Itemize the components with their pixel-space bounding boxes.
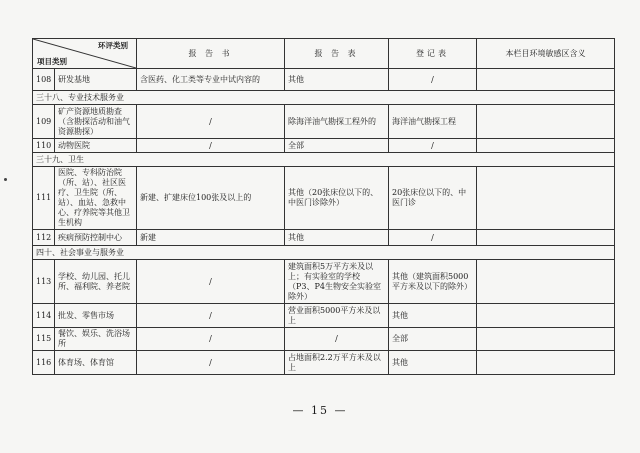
- header-corner-bottom: 项目类别: [37, 56, 67, 66]
- table-row: [33, 328, 615, 351]
- table-body: [33, 69, 615, 375]
- section-row: [33, 153, 615, 167]
- item-number: 108: [33, 69, 55, 91]
- item-number: 112: [33, 230, 55, 246]
- section-title: 三十八、专业技术服务业: [33, 91, 615, 105]
- table-row: [33, 139, 615, 153]
- report-table-cell: 其他: [285, 69, 389, 91]
- page-number: — 15 —: [292, 404, 348, 417]
- scan-speck: [4, 178, 7, 181]
- register-cell: /: [389, 69, 477, 91]
- report-book-cell: /: [137, 304, 285, 328]
- report-book-cell: /: [137, 351, 285, 375]
- header-corner-top: 环评类别: [98, 41, 128, 50]
- header-report-book: 报 告 书: [137, 39, 285, 69]
- register-cell: 其他: [389, 351, 477, 375]
- item-name: 疾病预防控制中心: [55, 230, 137, 246]
- item-name: 动物医院: [55, 139, 137, 153]
- header-report-table: 报 告 表: [285, 39, 389, 69]
- sensitive-area-cell: [477, 328, 615, 351]
- report-table-cell: 其他（20张床位以下的、中医门诊除外）: [285, 167, 389, 230]
- register-cell: 海洋油气勘探工程: [389, 105, 477, 139]
- report-book-cell: 新建: [137, 230, 285, 246]
- report-book-cell: /: [137, 260, 285, 304]
- table-row: [33, 167, 615, 230]
- sensitive-area-cell: [477, 69, 615, 91]
- report-table-cell: 建筑面积5万平方米及以上；有实验室的学校（P3、P4生物安全实验室除外）: [285, 260, 389, 304]
- table-row: [33, 69, 615, 91]
- section-title: 四十、社会事业与服务业: [33, 246, 615, 260]
- register-cell: 全部: [389, 328, 477, 351]
- item-number: 115: [33, 328, 55, 351]
- item-name: 学校、幼儿园、托儿所、福利院、养老院: [55, 260, 137, 304]
- report-book-cell: 新建、扩建床位100张及以上的: [137, 167, 285, 230]
- item-name: 研发基地: [55, 69, 137, 91]
- environmental-category-table: [32, 38, 615, 375]
- register-cell: /: [389, 139, 477, 153]
- sensitive-area-cell: [477, 230, 615, 246]
- report-table-cell: 全部: [285, 139, 389, 153]
- register-cell: /: [389, 230, 477, 246]
- item-name: 餐饮、娱乐、洗浴场所: [55, 328, 137, 351]
- report-table-cell: 营业面积5000平方米及以上: [285, 304, 389, 328]
- report-book-cell: 含医药、化工类等专业中试内容的: [137, 69, 285, 91]
- report-table-cell: 占地面积2.2万平方米及以上: [285, 351, 389, 375]
- report-table-cell: /: [285, 328, 389, 351]
- item-name: 体育场、体育馆: [55, 351, 137, 375]
- item-number: 114: [33, 304, 55, 328]
- table-row: [33, 304, 615, 328]
- sensitive-area-cell: [477, 167, 615, 230]
- report-book-cell: /: [137, 328, 285, 351]
- header-sensitive-area: 本栏目环境敏感区含义: [477, 39, 615, 69]
- sensitive-area-cell: [477, 260, 615, 304]
- report-table-cell: 其他: [285, 230, 389, 246]
- header-register: 登记表: [389, 39, 477, 69]
- section-row: [33, 246, 615, 260]
- report-book-cell: /: [137, 139, 285, 153]
- sensitive-area-cell: [477, 351, 615, 375]
- sensitive-area-cell: [477, 105, 615, 139]
- table-row: [33, 260, 615, 304]
- item-number: 113: [33, 260, 55, 304]
- register-cell: 20张床位以下的、中医门诊: [389, 167, 477, 230]
- item-number: 109: [33, 105, 55, 139]
- section-title: 三十九、卫生: [33, 153, 615, 167]
- register-cell: 其他: [389, 304, 477, 328]
- table-row: [33, 105, 615, 139]
- item-name: 医院、专科防治院（所、站）、社区医疗、卫生院（所、站）、血站、急救中心、疗养院等其他卫生机构: [55, 167, 137, 230]
- table-row: [33, 230, 615, 246]
- report-book-cell: /: [137, 105, 285, 139]
- item-number: 116: [33, 351, 55, 375]
- item-name: 批发、零售市场: [55, 304, 137, 328]
- item-number: 111: [33, 167, 55, 230]
- header-corner-cell: [33, 39, 137, 69]
- table-row: [33, 351, 615, 375]
- item-name: 矿产资源地质勘查（含勘探活动和油气资源勘探）: [55, 105, 137, 139]
- sensitive-area-cell: [477, 139, 615, 153]
- section-row: [33, 91, 615, 105]
- item-number: 110: [33, 139, 55, 153]
- register-cell: 其他（建筑面积5000平方米及以下的除外）: [389, 260, 477, 304]
- sensitive-area-cell: [477, 304, 615, 328]
- table-header-row: [33, 39, 615, 69]
- report-table-cell: 除海洋油气勘探工程外的: [285, 105, 389, 139]
